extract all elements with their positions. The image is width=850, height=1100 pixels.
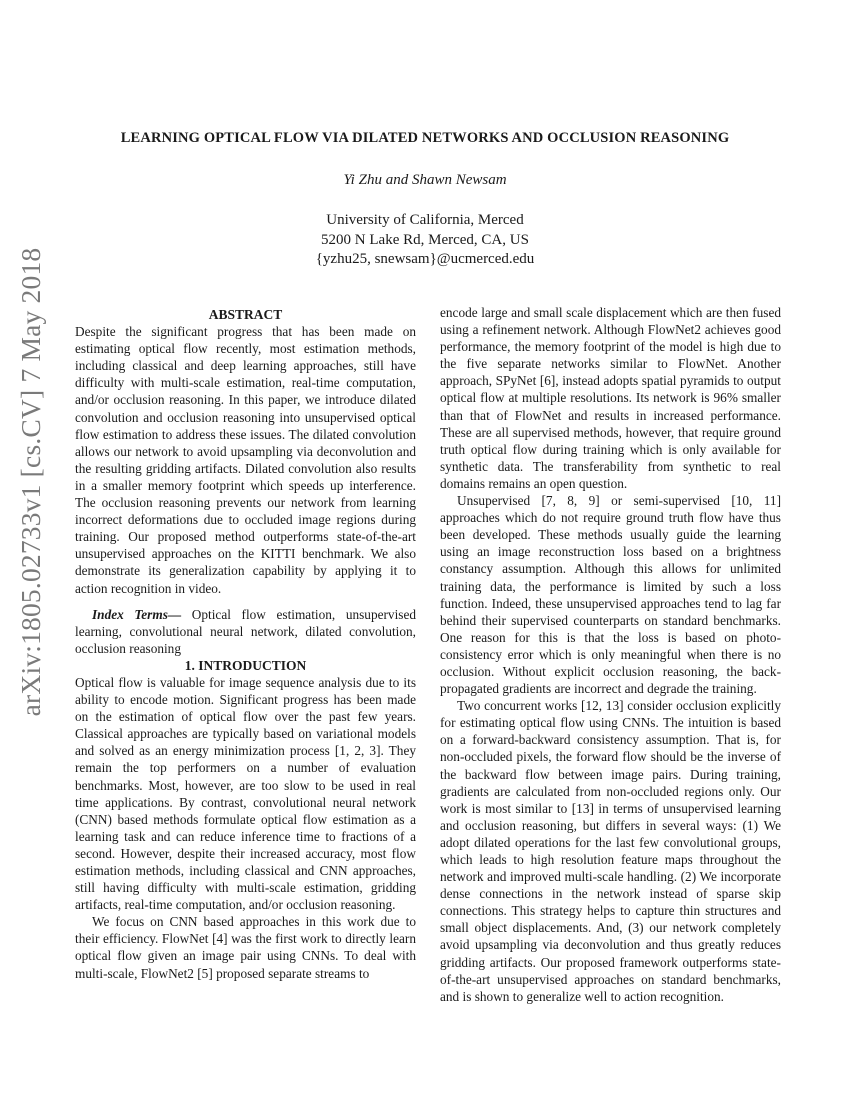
- affiliation-institution: University of California, Merced: [326, 212, 524, 228]
- affiliation-emails: {yzhu25, snewsam}@ucmerced.edu: [315, 251, 535, 267]
- paper-authors: Yi Zhu and Shawn Newsam: [343, 172, 507, 188]
- index-terms-text: Optical flow estimation, unsupervised learning, convolutional neural network, dilated convolution, occlusion reasoning: [75, 606, 416, 656]
- left-column: [75, 306, 416, 982]
- index-terms: [75, 606, 416, 657]
- index-terms-label: Index Terms—: [92, 606, 182, 622]
- author-affiliation: [0, 211, 850, 270]
- intro-paragraph-2: We focus on CNN based approaches in this work due to their efficiency. FlowNet [4] was the first work to directly learn optical flow given an image pair using CNNs. To deal with multi-scale, FlowNet2 [5] proposed separate streams to: [75, 914, 416, 981]
- intro-paragraph-5: Two concurrent works [12, 13] consider occlusion explicitly for estimating optical flow using CNNs. The intuition is based on a forward-backward consistency assumption. That is, for non-occluded pixels, the forward flow should be the inverse of the backward flow between image pairs. During training, gradients are calculated from non-occluded regions only. Our work is most similar to [13] in terms of unsupervised learning and occlusion reasoning, but differs in several ways: (1) We adopt dilated operations for the last few convolutional groups, which leads to high resolution feature maps throughout the network and improved multi-scale handling. (2) We incorporate dense connections in the network instead of sparse skip connections. This strategy helps to capture thin structures and small object displacements. And, (3) our network completely avoid upsampling via deconvolution and thus greatly reduces gridding artifacts. Our proposed framework outperforms state-of-the-art unsupervised approaches on standard benchmarks, and is shown to generalize well to action recognition.: [440, 698, 781, 1004]
- right-column: [440, 304, 781, 1005]
- affiliation-address: 5200 N Lake Rd, Merced, CA, US: [321, 231, 529, 248]
- arxiv-sidebar-stamp: [4, 247, 58, 717]
- intro-paragraph-1: Optical flow is valuable for image sequence analysis due to its ability to encode motion. Significant progress has been made on the estimation of optical flow over the past few years. Classical approaches are typically based on variational models and solved as an energy minimization process [1, 2, 3]. They remain the top performers on a number of evaluation benchmarks. Most, however, are too slow to be used in real time applications. By contrast, convolutional neural network (CNN) based methods formulate optical flow estimation as a learning task and can reduce inference time to fractions of a second. However, despite their increased accuracy, most flow estimation methods, including classical and CNN approaches, still having difficulty with multi-scale estimation, gridding artifacts, real-time computation, and/or occlusion reasoning.: [75, 674, 416, 913]
- arxiv-identifier: arXiv:1805.02733v1 [cs.CV] 7 May 2018: [15, 247, 46, 717]
- introduction-heading: 1. INTRODUCTION: [184, 657, 307, 673]
- abstract-heading: ABSTRACT: [208, 307, 283, 322]
- intro-paragraph-4: Unsupervised [7, 8, 9] or semi-supervised [10, 11] approaches which do not require ground truth flow have thus been developed. These methods usually guide the learning using an image reconstruction loss based on a brightness constancy assumption. Although this allows for unlimited training data, the performance is limited by such a loss function. Indeed, these unsupervised approaches tend to lag far behind their supervised counterparts on standard benchmarks. One reason for this is that the loss is based on photo-consistency error which is only meaningful when there is no occlusion. Without explicit occlusion reasoning, the back-propagated gradients are incorrect and degrade the training.: [440, 493, 781, 697]
- paper-title: LEARNING OPTICAL FLOW VIA DILATED NETWORKS AND OCCLUSION REASONING: [120, 130, 730, 146]
- intro-paragraph-3: encode large and small scale displacement which are then fused using a refinement network. Although FlowNet2 achieves good performance, the memory footprint of the model is high due to the five separate networks similar to FlowNet. Another approach, SPyNet [6], instead adopts spatial pyramids to output optical flow at multiple resolutions. Its network is 96% smaller than that of FlowNet and results in increased performance. These are all supervised methods, however, that require ground truth optical flow during training which is only available for synthetic data. The transferability from synthetic to real domains remains an open question.: [440, 305, 781, 491]
- abstract-text: Despite the significant progress that has been made on estimating optical flow recently, most estimation methods, including classical and deep learning approaches, still have difficulty with multi-scale estimation, real-time computation, and/or occlusion reasoning. In this paper, we introduce dilated convolution and occlusion reasoning into unsupervised optical flow estimation to address these issues. The dilated convolution allows our network to avoid upsampling via deconvolution and the resulting gridding artifacts. Dilated convolution also results in a smaller memory footprint which speeds up interference. The occlusion reasoning prevents our network from learning incorrect deformations due to occluded image regions during training. Our proposed method outperforms state-of-the-art unsupervised approaches on the KITTI benchmark. We also demonstrate its generalization capability by applying it to action recognition in video.: [75, 324, 416, 596]
